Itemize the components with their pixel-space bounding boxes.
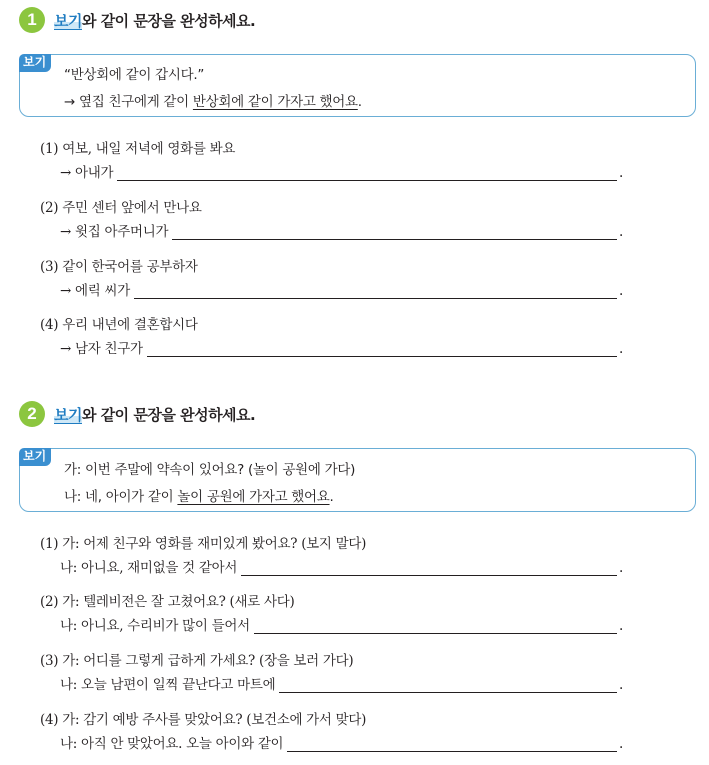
section-2-item-4-answer-blank[interactable] bbox=[287, 736, 617, 752]
section-1-item-2-answer-row bbox=[60, 220, 623, 240]
section-2-item-1-question: (1) 가: 어제 친구와 영화를 재미있게 봤어요? (보지 말다) bbox=[40, 536, 367, 552]
section-2-example-box bbox=[19, 448, 696, 512]
section-2-item-3-answer-blank[interactable] bbox=[279, 677, 617, 693]
section-1-item-3-answer-prompt: → 에릭 씨가 bbox=[60, 283, 130, 299]
section-2-item-4-question: (4) 가: 감기 예방 주사를 맞았어요? (보건소에 가서 맞다) bbox=[40, 712, 367, 728]
section-2-header bbox=[19, 399, 255, 429]
section-2-item-4-end-mark: . bbox=[619, 736, 623, 752]
section-2-item-3-answer-row bbox=[60, 673, 623, 693]
section-1-number-badge: 1 bbox=[19, 7, 45, 33]
section-2-item-2-answer-blank[interactable] bbox=[254, 618, 617, 634]
section-1-example-answer-underlined: 반상회에 같이 가자고 했어요 bbox=[192, 94, 358, 110]
section-2-item-4-answer-row bbox=[60, 732, 623, 752]
section-2-item-3-question: (3) 가: 어디를 그렇게 급하게 가세요? (장을 보러 가다) bbox=[40, 653, 354, 669]
section-2-item-3-answer-prompt: 나: 오늘 남편이 일찍 끝난다고 마트에 bbox=[60, 677, 276, 693]
section-2-item-1-answer-prompt: 나: 아니요, 재미없을 것 같아서 bbox=[60, 560, 238, 576]
section-2-example-answer bbox=[64, 485, 334, 505]
section-2-item-1-answer-row bbox=[60, 556, 623, 576]
section-2-title-highlight: 보기 bbox=[54, 405, 82, 424]
section-1-item-1-answer-row bbox=[60, 161, 623, 181]
section-1-item-2-question: (2) 주민 센터 앞에서 만나요 bbox=[40, 200, 202, 216]
section-1-item-2-answer-prompt: → 윗집 아주머니가 bbox=[60, 224, 169, 240]
section-2-example-answer-end: . bbox=[329, 489, 334, 505]
section-1-header bbox=[19, 5, 255, 35]
section-1-item-1-end-mark: . bbox=[619, 165, 623, 181]
section-2-example-line-1: 가: 이번 주말에 약속이 있어요? (놀이 공원에 가다) bbox=[64, 462, 356, 478]
section-2-item-1-end-mark: . bbox=[619, 560, 623, 576]
section-1-item-4-answer-blank[interactable] bbox=[147, 341, 617, 357]
section-1-item-1-answer-blank[interactable] bbox=[117, 165, 617, 181]
section-1-title-rest: 와 같이 문장을 완성하세요. bbox=[81, 11, 256, 30]
section-1-item-1-answer-prompt: → 아내가 bbox=[60, 165, 114, 181]
section-1-item-3-answer-row bbox=[60, 279, 623, 299]
section-1-item-2-answer-blank[interactable] bbox=[172, 224, 617, 240]
section-1-item-1-question: (1) 여보, 내일 저녁에 영화를 봐요 bbox=[40, 141, 236, 157]
section-2-item-2-answer-prompt: 나: 아니요, 수리비가 많이 들어서 bbox=[60, 618, 250, 634]
section-2-number-badge: 2 bbox=[19, 401, 45, 427]
section-2-example-tag: 보기 bbox=[19, 448, 51, 466]
section-2-item-3-end-mark: . bbox=[619, 677, 623, 693]
section-2-item-2-end-mark: . bbox=[619, 618, 623, 634]
section-2-item-1-answer-blank[interactable] bbox=[241, 560, 617, 576]
section-2-title bbox=[54, 404, 255, 425]
section-2-item-4-answer-prompt: 나: 아직 안 맞았어요. 오늘 아이와 같이 bbox=[60, 736, 284, 752]
section-1-example-answer-end: . bbox=[357, 94, 362, 110]
section-1-item-3-end-mark: . bbox=[619, 283, 623, 299]
section-2-example-answer-prefix: 나: 네, 아이가 같이 bbox=[64, 489, 178, 505]
section-1-example-quote: “반상회에 같이 갑시다.” bbox=[64, 67, 205, 83]
section-1-item-4-answer-row bbox=[60, 337, 623, 357]
section-1-item-3-question: (3) 같이 한국어를 공부하자 bbox=[40, 259, 198, 275]
section-1-example-tag: 보기 bbox=[19, 54, 51, 72]
section-1-title bbox=[54, 10, 255, 31]
section-1-example-box bbox=[19, 54, 696, 117]
section-2-item-2-answer-row bbox=[60, 614, 623, 634]
section-2-example-answer-underlined: 놀이 공원에 가자고 했어요 bbox=[177, 489, 330, 505]
section-1-item-4-end-mark: . bbox=[619, 341, 623, 357]
section-2-title-rest: 와 같이 문장을 완성하세요. bbox=[81, 405, 256, 424]
section-1-item-2-end-mark: . bbox=[619, 224, 623, 240]
section-1-example-answer bbox=[64, 90, 362, 110]
section-1-title-highlight: 보기 bbox=[54, 11, 82, 30]
section-1-item-4-answer-prompt: → 남자 친구가 bbox=[60, 341, 143, 357]
section-1-example-answer-prefix: → 옆집 친구에게 같이 bbox=[64, 94, 193, 110]
section-1-item-3-answer-blank[interactable] bbox=[134, 283, 617, 299]
section-2-item-2-question: (2) 가: 텔레비전은 잘 고쳤어요? (새로 사다) bbox=[40, 594, 295, 610]
section-1-item-4-question: (4) 우리 내년에 결혼합시다 bbox=[40, 317, 198, 333]
